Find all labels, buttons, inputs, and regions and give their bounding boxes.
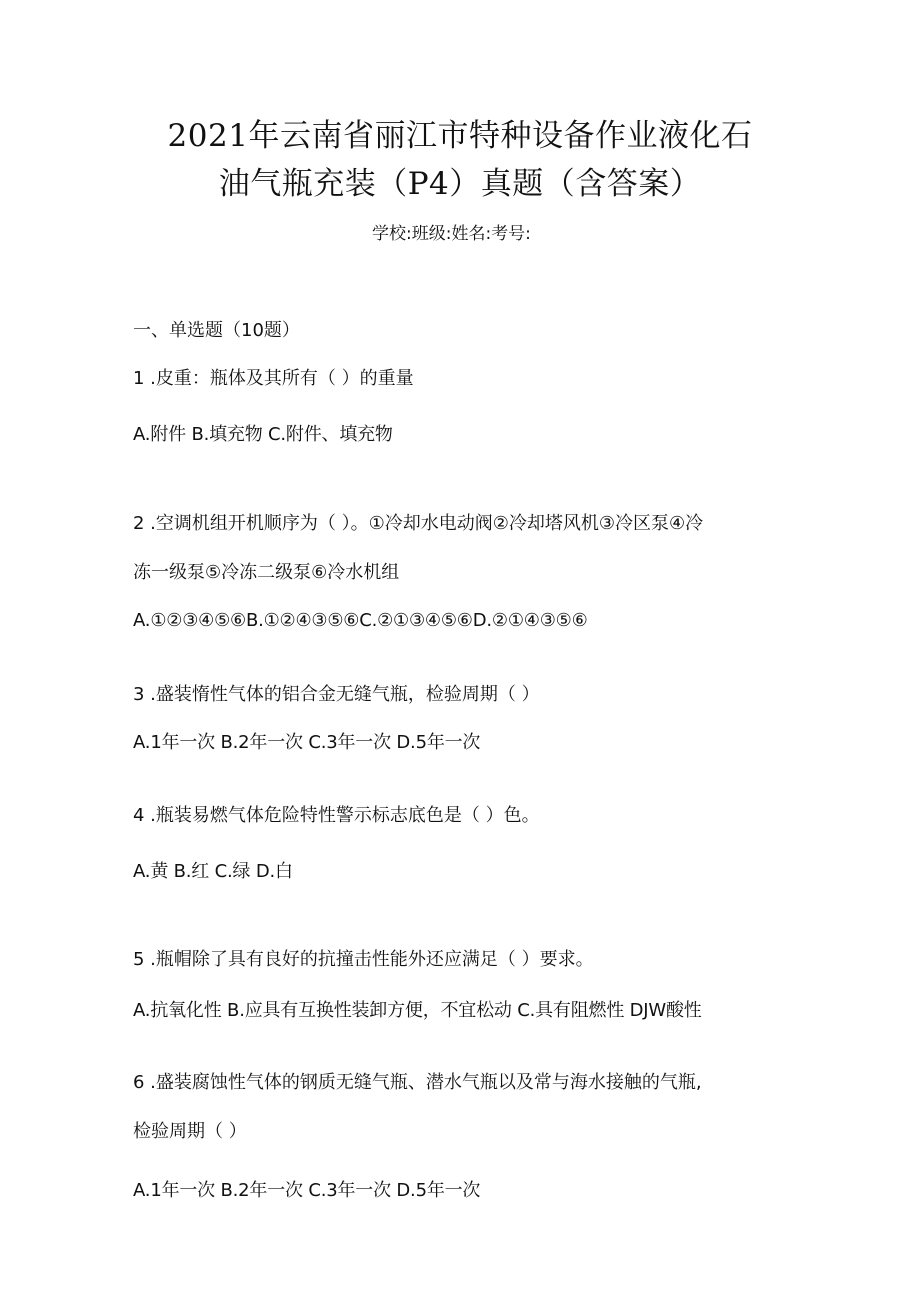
student-info-line: 学校:班级:姓名:考号: [372, 224, 531, 244]
question-2-stem-line-1: 2 .空调机组开机顺序为（ ）。①冷却水电动阀②冷却塔风机③冷区泵④冷 [133, 513, 704, 534]
question-6-stem-line-1: 6 .盛装腐蚀性气体的钢质无缝气瓶、潜水气瓶以及常与海水接触的气瓶, [133, 1072, 702, 1093]
section-heading: 一、单选题（10题） [133, 320, 300, 341]
question-3-options: A.1年一次 B.2年一次 C.3年一次 D.5年一次 [133, 732, 481, 753]
question-1-options: A.附件 B.填充物 C.附件、填充物 [133, 424, 393, 445]
question-2-stem-line-2: 冻一级泵⑤冷冻二级泵⑥冷水机组 [133, 562, 400, 583]
title-line-2: 油气瓶充装（P4）真题（含答案） [218, 166, 702, 202]
question-5-options: A.抗氧化性 B.应具有互换性装卸方便，不宜松动 C.具有阻燃性 DJW酸性 [133, 1000, 702, 1021]
title-line-1: 2021年云南省丽江市特种设备作业液化石 [167, 118, 753, 154]
question-6-stem-line-2: 检验周期（ ） [133, 1121, 247, 1142]
question-6-options: A.1年一次 B.2年一次 C.3年一次 D.5年一次 [133, 1180, 481, 1201]
question-1-stem: 1 .皮重：瓶体及其所有（ ）的重量 [133, 368, 414, 389]
question-3-stem: 3 .盛装惰性气体的铝合金无缝气瓶，检验周期（ ） [133, 684, 540, 705]
question-2-options: A.①②③④⑤⑥B.①②④③⑤⑥C.②①③④⑤⑥D.②①④③⑤⑥ [133, 610, 588, 631]
question-4-stem: 4 .瓶装易燃气体危险特性警示标志底色是（ ）色。 [133, 805, 540, 826]
question-4-options: A.黄 B.红 C.绿 D.白 [133, 861, 293, 882]
question-5-stem: 5 .瓶帽除了具有良好的抗撞击性能外还应满足（ ）要求。 [133, 949, 594, 970]
